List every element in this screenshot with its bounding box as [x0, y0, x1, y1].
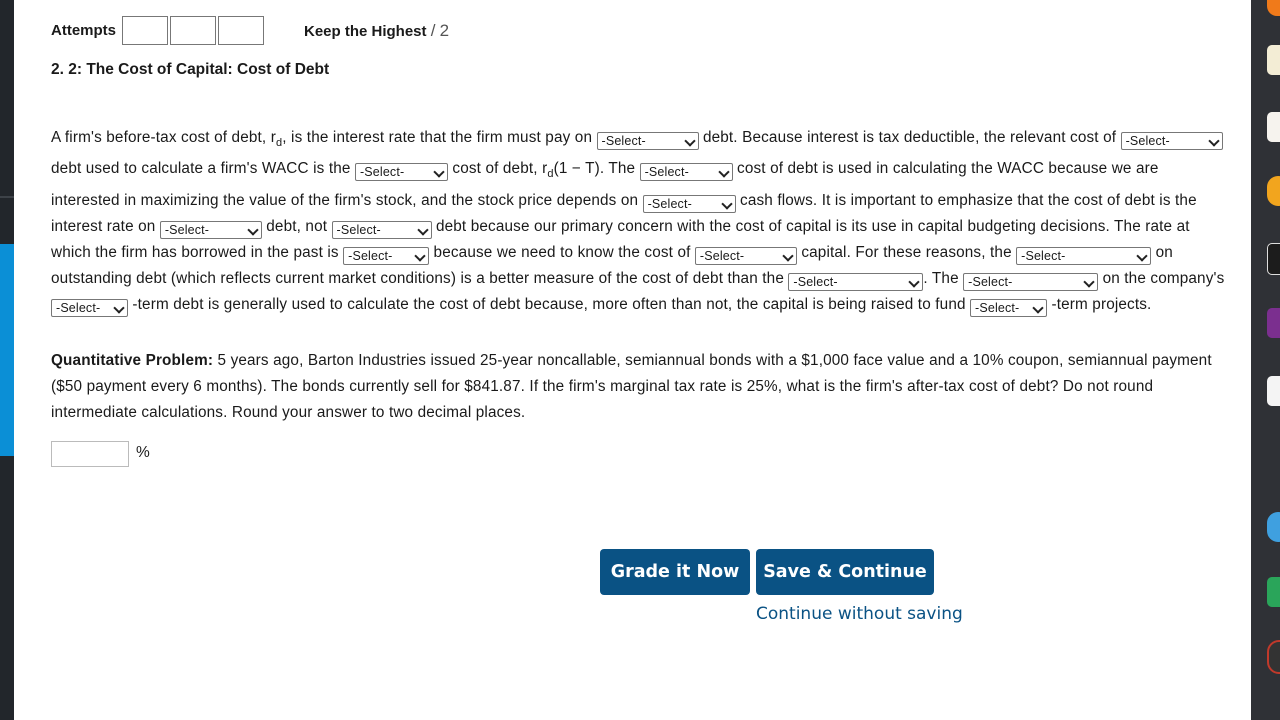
- dock-app-icon[interactable]: [1267, 640, 1280, 674]
- attempt-box-3: [218, 16, 264, 45]
- chevron-down-icon: [718, 167, 729, 178]
- passage-text: on outstanding debt (which reflects current market conditions) is a better measure of the cost of debt than the: [51, 243, 1173, 288]
- chevron-down-icon: [1136, 250, 1147, 261]
- percent-unit: %: [136, 444, 150, 461]
- question-passage: [51, 125, 1231, 319]
- chevron-down-icon: [1032, 303, 1043, 314]
- passage-text: -term projects.: [1051, 296, 1152, 314]
- select-6[interactable]: [160, 221, 262, 239]
- passage-text: (1 − T). The: [553, 160, 636, 178]
- select-12-value: -Select-: [968, 275, 1013, 290]
- select-7-value: -Select-: [336, 222, 381, 237]
- continue-without-saving-link[interactable]: Continue without saving: [756, 604, 963, 624]
- subscript-d: d: [275, 137, 283, 150]
- select-8-value: -Select-: [348, 248, 393, 263]
- save-and-continue-button[interactable]: Save & Continue: [756, 549, 934, 595]
- chevron-down-icon: [433, 167, 444, 178]
- select-2[interactable]: [1121, 132, 1223, 150]
- strip-divider: [0, 196, 14, 198]
- dock-app-icon[interactable]: [1267, 376, 1280, 406]
- select-5-value: -Select-: [647, 196, 692, 211]
- select-1-value: -Select-: [601, 134, 646, 148]
- select-13[interactable]: [51, 299, 128, 317]
- dock-app-icon[interactable]: [1267, 512, 1280, 542]
- select-8[interactable]: [343, 247, 429, 265]
- select-1[interactable]: [597, 132, 699, 150]
- select-11[interactable]: [788, 273, 923, 291]
- chevron-down-icon: [113, 303, 124, 314]
- assignment-panel: [14, 0, 1251, 720]
- passage-text: -term debt is generally used to calculate the cost of debt because, more often than not, the capital is being raised to fund: [132, 296, 966, 314]
- attempt-box-2: [170, 16, 216, 45]
- passage-text: debt. Because interest is tax deductible, the relevant cost of: [702, 129, 1117, 146]
- select-7[interactable]: [332, 221, 432, 239]
- select-3[interactable]: [355, 163, 448, 181]
- select-4[interactable]: [640, 163, 733, 181]
- attempts-row: [51, 15, 264, 46]
- chevron-down-icon: [721, 198, 732, 209]
- select-10-value: -Select-: [1021, 248, 1066, 263]
- dock-app-icon[interactable]: [1267, 45, 1280, 75]
- answer-input[interactable]: [51, 441, 129, 467]
- dock-app-icon[interactable]: [1267, 112, 1280, 142]
- passage-text: on the company's: [1102, 270, 1225, 288]
- select-3-value: -Select-: [359, 165, 405, 180]
- select-10[interactable]: [1016, 247, 1151, 265]
- chevron-down-icon: [782, 250, 793, 261]
- passage-text: capital. For these reasons, the: [801, 243, 1012, 261]
- chevron-down-icon: [417, 224, 428, 235]
- attempt-boxes: [120, 16, 264, 45]
- select-4-value: -Select-: [644, 165, 689, 180]
- keep-highest: [304, 21, 449, 41]
- dock-bar: [1251, 0, 1280, 720]
- attempts-label: Attempts: [51, 22, 117, 39]
- quant-text: 5 years ago, Barton Industries issued 25-year noncallable, semiannual bonds with a $1,000 face value and a 10% coupon, semiannual payment ($50 payment every 6 months). The bonds currently sell for $841.87. If the firm's marginal tax rate is 25%, what is the firm's after-tax cost of debt? Do not round intermediate calculations. Round your answer to two decimal places.: [51, 352, 1212, 422]
- keep-separator: /: [430, 21, 436, 40]
- select-2-value: -Select-: [1125, 134, 1170, 148]
- passage-text: cost of debt is used in calculating the WACC because we are interested in maximizing the value of the firm's stock, and the stock price depends on: [51, 160, 1159, 209]
- subscript-d: d: [547, 168, 554, 181]
- select-9-value: -Select-: [699, 248, 745, 263]
- dock-app-icon[interactable]: [1267, 577, 1280, 607]
- strip-accent: [0, 244, 14, 456]
- passage-text: because we need to know the cost of: [433, 243, 691, 261]
- passage-text: debt used to calculate a firm's WACC is the: [51, 160, 351, 178]
- quant-label: Quantitative Problem:: [51, 352, 214, 369]
- dock-app-icon[interactable]: [1267, 0, 1280, 16]
- passage-text: . The: [923, 270, 959, 288]
- dock-app-icon[interactable]: [1267, 243, 1280, 275]
- grade-it-now-button[interactable]: Grade it Now: [600, 549, 750, 595]
- select-9[interactable]: [695, 247, 797, 265]
- passage-text: A firm's before-tax cost of debt, r: [51, 129, 276, 146]
- passage-text: debt because our primary concern with the cost of capital is its use in capital budgeting decisions. The rate at which the firm has borrowed in the past is: [51, 217, 1190, 261]
- passage-text: , is the interest rate that the firm must pay on: [282, 129, 593, 146]
- dock-app-icon[interactable]: [1267, 176, 1280, 206]
- question-title: 2. 2: The Cost of Capital: Cost of Debt: [51, 61, 330, 78]
- attempt-box-1: [122, 16, 168, 45]
- select-14-value: -Select-: [975, 301, 1020, 316]
- passage-text: cost of debt, r: [452, 160, 548, 178]
- dock-app-icon[interactable]: [1267, 308, 1280, 338]
- select-12[interactable]: [963, 273, 1098, 291]
- passage-text: debt, not: [266, 217, 328, 235]
- chevron-down-icon: [684, 135, 695, 146]
- keep-label: Keep the Highest: [304, 23, 427, 40]
- keep-value: 2: [439, 21, 450, 40]
- chevron-down-icon: [247, 224, 258, 235]
- left-window-strip: [0, 0, 14, 720]
- chevron-down-icon: [414, 250, 425, 261]
- select-5[interactable]: [643, 195, 736, 213]
- passage-text: cash flows. It is important to emphasize that the cost of debt is the interest rate on: [51, 191, 1197, 235]
- chevron-down-icon: [909, 276, 920, 287]
- select-13-value: -Select-: [56, 301, 101, 316]
- quantitative-problem: [51, 348, 1231, 427]
- select-11-value: -Select-: [793, 275, 838, 290]
- select-6-value: -Select-: [164, 222, 210, 237]
- chevron-down-icon: [1208, 135, 1219, 146]
- select-14[interactable]: [970, 299, 1047, 317]
- chevron-down-icon: [1083, 276, 1094, 287]
